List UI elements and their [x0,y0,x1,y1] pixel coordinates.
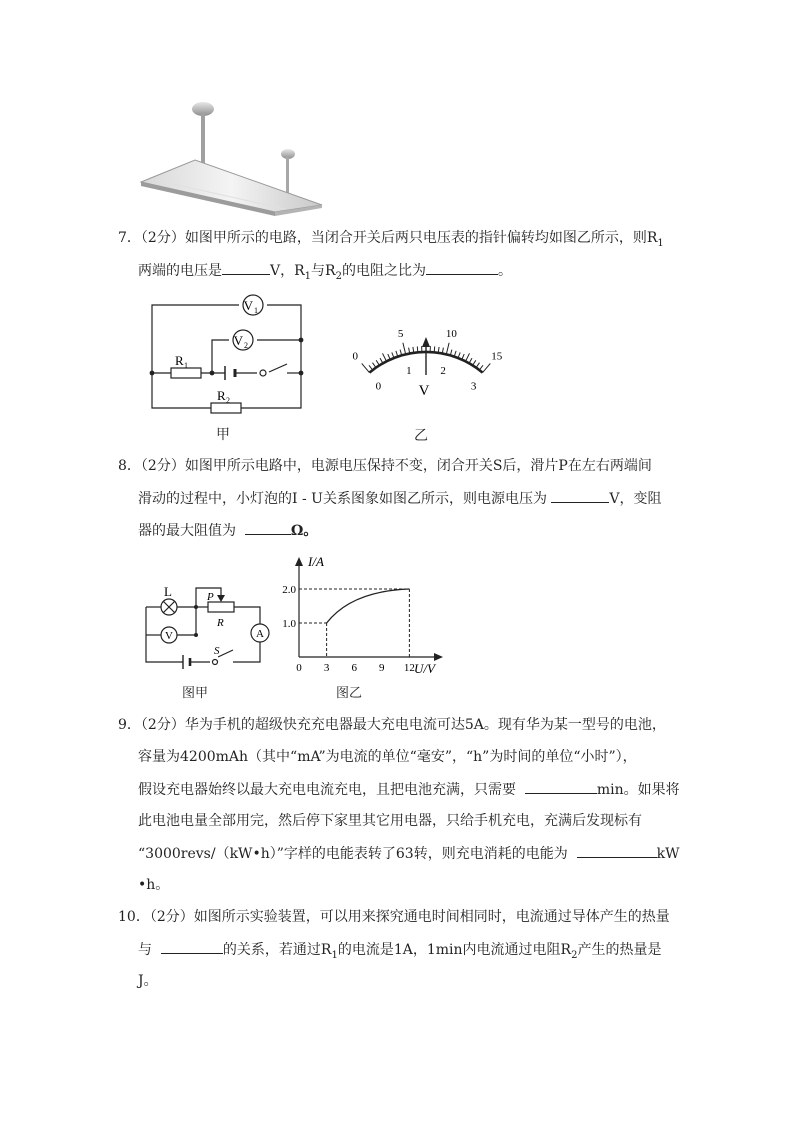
question-10-line-2: 与 的关系，若通过$R_1$的电流是1A，1min内电流通过电阻$R_2$产生的热量是 [138,939,661,966]
r1-label: R [175,353,184,368]
graph-x-tick-label: 6 [351,662,357,674]
v1-label: V [243,298,253,313]
dial-outer-scale-label: 0 [352,350,359,363]
ceiling-lamp-illustration [135,100,335,218]
lamp-label: L [164,584,172,599]
dial-inner-scale-label: 3 [470,380,477,393]
graph-x-tick-label: 9 [379,662,385,674]
v2-label: V [233,333,243,348]
q8-caption-yi: 图乙 [336,686,363,701]
q8-answer-blank-1[interactable] [551,488,609,503]
q7-voltmeter-dial-yi [320,305,530,400]
q8-caption-jia: 图甲 [182,686,209,701]
question-10-line-1: 10．（2分）如图所示实验装置，可以用来探究通电时间相同时，电流通过导体产生的热量 [118,909,670,925]
q10-answer-blank-1[interactable] [161,939,223,954]
graph-y-tick-label: 1.0 [282,618,296,630]
question-9-line-1: 9．（2分）华为手机的超级快充充电器最大充电电流可达5A。现有华为某一型号的电池， [118,717,666,733]
graph-x-axis-label: U/V [414,661,435,676]
q9-answer-blank-2[interactable] [577,843,657,858]
question-9-line-6: •h。 [138,877,170,893]
question-8-line-1: 8．（2分）如图甲所示电路中，电源电压保持不变，闭合开关S后，滑片P在左右两端间 [118,458,652,474]
voltmeter-label: V [165,630,173,642]
r2-label-sub: 2 [226,396,230,405]
question-9-line-2: 容量为4200mAh（其中“mA”为电流的单位“毫安”，“h”为时间的单位“小时”）， [138,749,637,765]
question-9-line-4: 此电池电量全部用完，然后停下家里其它用电器，只给手机充电，充满后发现标有 [138,813,642,829]
voltmeter-unit: V [418,383,430,399]
dial-tick [362,363,370,372]
r1-label-sub: 1 [184,361,188,370]
question-8-line-2: 滑动的过程中，小灯泡的I - U关系图象如图乙所示，则电源电压为 V，变阻 [138,488,662,509]
graph-origin-label: 0 [296,662,302,674]
dial-outer-scale-label: 15 [491,350,503,363]
dial-outer-scale-label: 5 [397,328,404,340]
question-8-line-3: 器的最大阻值为 Ω。 [138,520,317,541]
dial-tick [446,343,449,355]
question-9-line-5: “3000revs/（kW•h）”字样的电能表转了63转，则充电消耗的电能为 kW [138,843,679,864]
question-7-line-2: 两端的电压是 V，$R_1$与$R_2$的电阻之比为 。 [138,260,512,287]
rheostat-r-label: R [217,617,224,629]
graph-x-tick-label: 3 [323,662,330,674]
q7-caption-jia: 甲 [216,427,230,443]
dial-inner-scale-label: 2 [440,365,446,377]
graph-y-tick-label: 2.0 [282,584,296,596]
v1-label-sub: 1 [254,306,258,315]
dial-tick [483,363,491,372]
ammeter-label: A [256,628,264,640]
q7-caption-yi: 乙 [414,428,428,444]
v2-label-sub: 2 [244,341,248,350]
graph-x-tick-label: 12 [403,662,415,674]
dial-tick [403,343,406,355]
question-10-line-3: J。 [138,973,158,989]
q8-iu-graph-yi [280,552,445,676]
iu-curve [327,589,410,623]
slider-p-label: P [207,591,214,603]
q7-answer-blank-1[interactable] [222,260,270,275]
q7-answer-blank-2[interactable] [426,260,498,275]
dial-inner-scale-label: 0 [375,380,382,393]
question-7-line-1: 7．（2分）如图甲所示的电路，当闭合开关后两只电压表的指针偏转均如图乙所示，则$R_1$ [118,230,664,249]
graph-y-axis-label: I/A [308,554,324,569]
question-9-line-3: 假设充电器始终以最大充电电流充电，且把电池充满，只需要 min。如果将 [138,779,680,800]
q8-circuit-diagram-jia [138,580,273,670]
dial-inner-scale-label: 1 [406,365,412,377]
q8-answer-blank-2[interactable] [245,520,291,535]
q7-circuit-diagram-jia [143,290,313,415]
dial-outer-scale-label: 10 [445,328,457,340]
switch-s-label: S [214,645,220,657]
q9-answer-blank-1[interactable] [525,779,597,794]
r2-label: R [217,388,226,403]
